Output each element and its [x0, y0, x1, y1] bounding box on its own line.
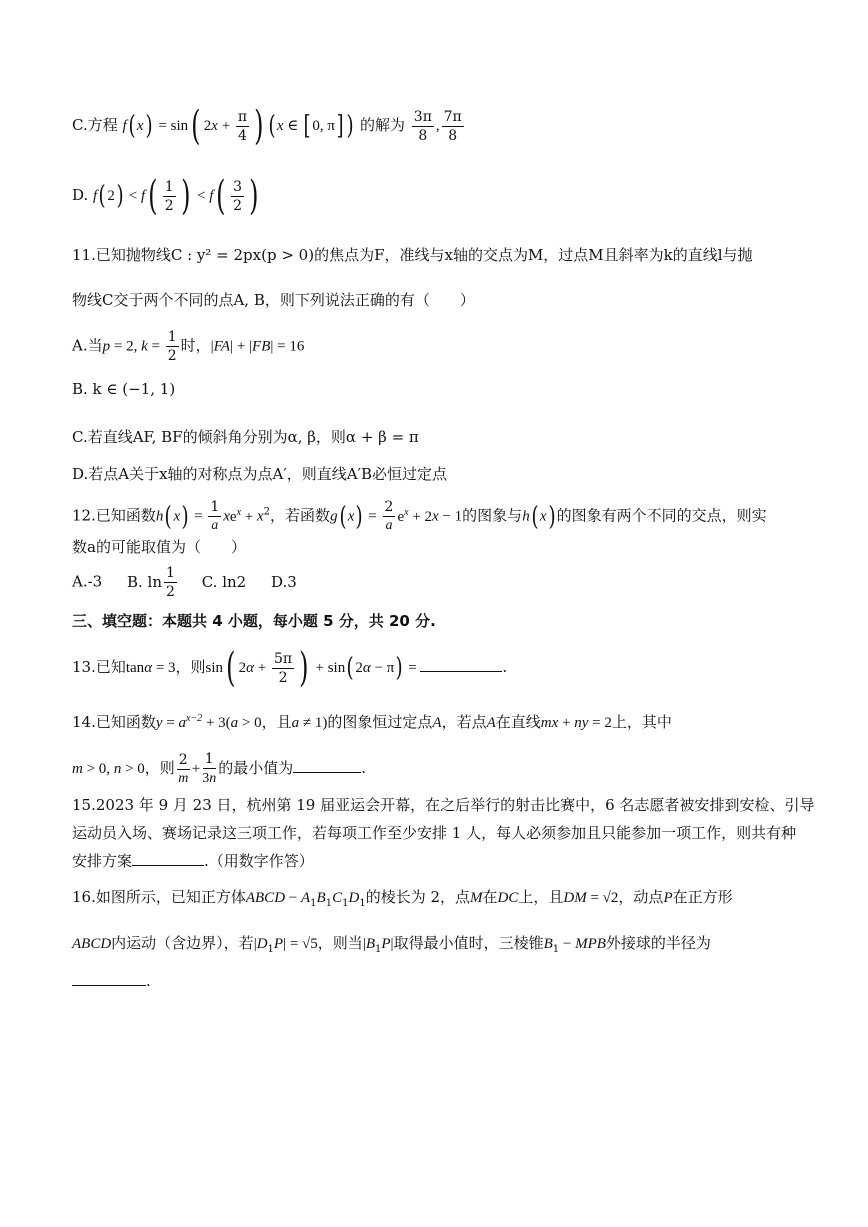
q10-option-c: C.方程 f( x) = sin( 2x + $\frac{\pi}{4}$ ) ( x ∈ [ 0, π] ) 的解为 $\frac{3\pi}{8}$ , $\frac{7\pi}{8}$ — [72, 103, 462, 149]
q11-option-a: A.当p = 2, k = $\frac{1}{2}$ 时，|FA| + |FB| = 16 — [72, 329, 305, 364]
q11-stem-line1: 11.已知抛物线C : y² = 2px(p > 0)的焦点为F，准线与x轴的交点为M，过点M且斜率为k的直线l与抛 — [72, 246, 753, 264]
q14-line1: 14.已知函数$y = a^{x-2} + 3(a > 0$，且a ≠ 1)的图象恒过定点A，若点A在直线mx + ny = 2上，其中 — [72, 713, 672, 731]
q12-option-d: D.3 — [271, 572, 297, 591]
section-3-heading: 三、填空题：本题共 4 小题，每小题 5 分，共 20 分. — [72, 612, 436, 630]
q15-line3: 安排方案 .（用数字作答） — [72, 852, 314, 870]
q12-stem-line2: 数a的可能取值为（ ） — [72, 538, 246, 556]
q11-stem-line2: 物线C交于两个不同的点A, B，则下列说法正确的有（ ） — [72, 291, 475, 309]
q13: 13.已知tanα = 3，则sin( 2α + $\frac{5\pi}{2}$ ) + sin( 2α − π) = . — [72, 645, 508, 691]
q12-options: A.-3 B. ln $\frac{1}{2}$ C. ln2 D.3 — [72, 565, 297, 600]
q11-option-b: B. k ∈ (−1, 1) — [72, 380, 176, 398]
q16-line3: . — [72, 972, 804, 990]
q16-line1: 16.如图所示，已知正方体ABCD − $A_1B_1C_1D_1$的棱长为 2，点M在DC上，且DM = √2，动点P在正方形 — [72, 888, 733, 909]
q11-option-d: D.若点A关于x轴的对称点为点A′，则直线A′B必恒过定点 — [72, 465, 448, 483]
q15-line1: 15.2023 年 9 月 23 日，杭州第 19 届亚运会开幕，在之后举行的射击比赛中，6 名志愿者被安排到安检、引导 — [72, 796, 815, 814]
q16-line2: ABCD内运动（含边界），若$|D_1P| = √5$，则当$|B_1P|$取得最小值时，三棱锥$B_1$ − MPB外接球的半径为 — [72, 934, 711, 955]
q12-option-c: C. ln2 — [201, 572, 247, 591]
q12-option-a: A.-3 — [72, 572, 103, 591]
q10-option-d: D. f( 2) < f( $\frac{1}{2}$ ) < f( $\frac{3}{2}$ ) — [72, 173, 259, 219]
q12-stem-line1: 12.已知函数h( x) = $\frac{1}{a}$ $xe^x + x^2$，若函数g( x) = $\frac{2}{a}$ $e^x + 2x - 1$的图象与h( x) 的图象有两个不同的交点，则实 — [72, 499, 767, 533]
q15-line2: 运动员入场、赛场记录这三项工作，若每项工作至少安排 1 人，每人必须参加且只能参加一项工作，则共有种 — [72, 824, 797, 842]
q14-line2: m > 0, n > 0，则 $\frac{2}{m}$ + $\frac{1}{3n}$ 的最小值为 . — [72, 751, 366, 786]
q11-option-c: C.若直线AF, BF的倾斜角分别为α, β，则α + β = π — [72, 428, 419, 446]
